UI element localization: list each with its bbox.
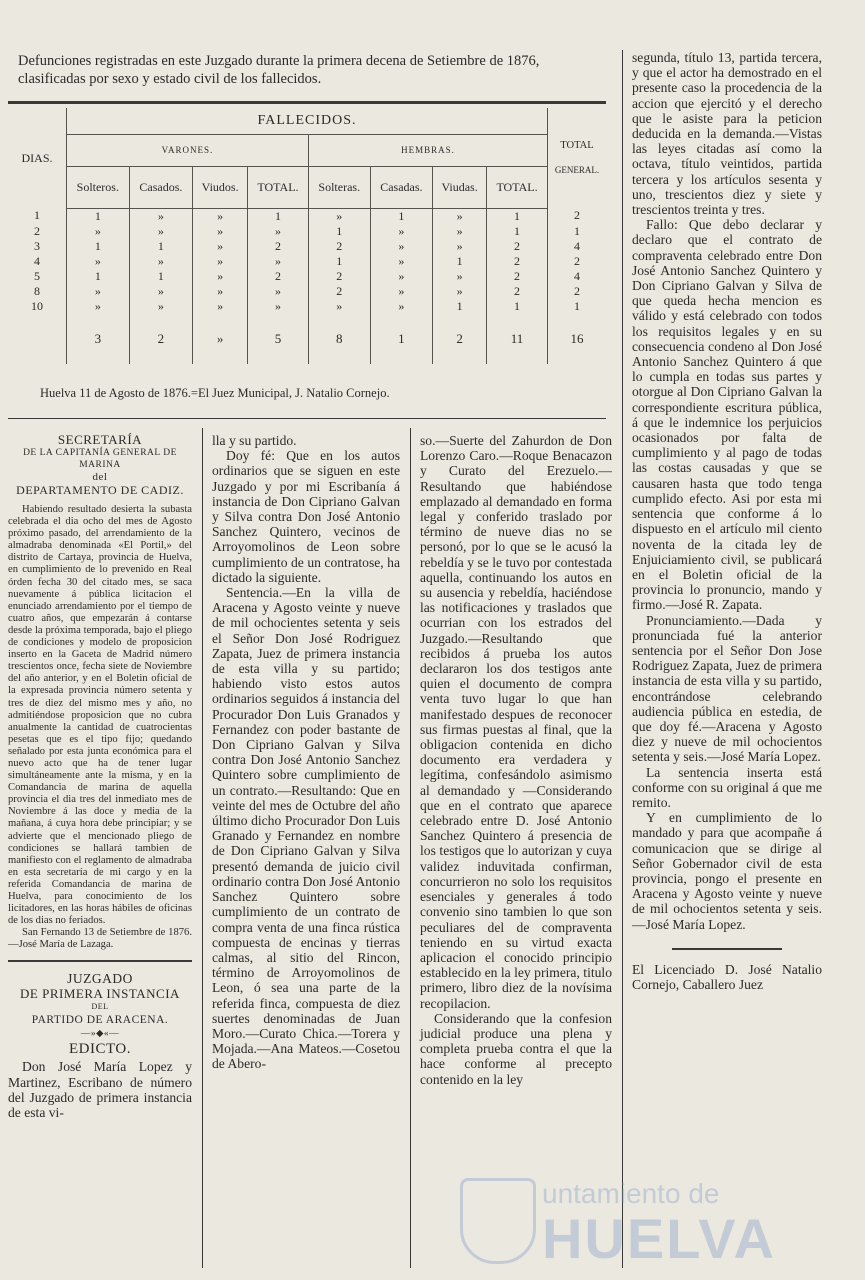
table-cell: » <box>193 299 248 314</box>
right-column <box>632 50 822 992</box>
right-para-licenciado: El Licenciado D. José Natalio Cornejo, Caballero Juez <box>632 961 822 992</box>
table-cell: 2 <box>487 254 548 269</box>
table-cell: 1 <box>487 299 548 314</box>
table-cell: » <box>248 284 309 299</box>
table-cell: 2 <box>487 284 548 299</box>
total-general-line1: TOTAL <box>560 140 594 151</box>
watermark <box>460 1170 790 1270</box>
table-cell: 1 <box>67 208 130 224</box>
separator-1 <box>202 428 203 1268</box>
juzgado-heading: JUZGADO <box>67 971 133 987</box>
table-cell: » <box>433 224 487 239</box>
total-cell: 8 <box>308 314 370 364</box>
table-cell: » <box>129 284 193 299</box>
right-rule-wrap <box>632 932 822 962</box>
col3-para-considerando: Considerando que la confesion judicial produce una plena y completa prueba contra el que la hace conforme al precepto contenido en la ley <box>420 1010 612 1087</box>
table-cell: » <box>67 299 130 314</box>
table-bottom-rule <box>8 418 606 419</box>
edicto-body: Don José María Lopez y Martinez, Escribano de número del Juzgado de primera instancia de esta vi- <box>8 1059 192 1121</box>
table-cell: » <box>193 284 248 299</box>
table-cell: 1 <box>548 299 607 314</box>
table-cell: » <box>193 254 248 269</box>
table-cell: 1 <box>67 239 130 254</box>
right-para-cumplimiento: Y en cumplimiento de lo mandado y para que acompañe á comunicacion que se dirige al Señor Gobernador civil de esta provincia, pongo el presente en Aracena y Agosto veinte y nueve de mil ochocientos setenta y seis.—José María Lopez. <box>632 810 822 932</box>
subasta-signature: San Fernando 13 de Setiembre de 1876.—José María de Lazaga. <box>8 927 192 951</box>
col-casadas: Casadas. <box>370 166 433 208</box>
total-cell: 11 <box>487 314 548 364</box>
right-para-1: segunda, título 13, partida tercera, y que el actor ha demostrado en el presente caso la procedencia de la accion que ejercitó y el derecho que le asiste para la peticion deducida en la demanda.—Vistas las leyes citadas así como la octava, título veintidos, partida tercera y los artículos sesenta y uno, trescientos diez y siete y trescientos treinta y tres. <box>632 50 822 218</box>
table-cell: 2 <box>34 223 40 238</box>
total-cell: 2 <box>129 314 193 364</box>
table-row <box>8 254 606 269</box>
table-cell: 1 <box>34 208 40 223</box>
right-para-conforme: La sentencia inserta está conforme con su original á que me remito. <box>632 764 822 810</box>
dias-header: DIAS. <box>21 150 53 165</box>
table-body <box>8 208 606 314</box>
table-cell: 2 <box>248 239 309 254</box>
table-cell: 2 <box>308 239 370 254</box>
table-cell: 10 <box>31 298 43 313</box>
col2-para-1: lla y su partido. <box>212 433 297 448</box>
total-cell: 16 <box>548 314 607 364</box>
table-cell: 4 <box>548 269 607 284</box>
table-cell: » <box>433 284 487 299</box>
table-title-line-2: clasificadas por sexo y estado civil de los fallecidos. <box>18 71 322 87</box>
table-cell: 2 <box>248 269 309 284</box>
total-cell: 3 <box>67 314 130 364</box>
table-row <box>8 269 606 284</box>
column-2 <box>212 433 400 1072</box>
table-cell: 1 <box>308 254 370 269</box>
table-cell: 1 <box>67 269 130 284</box>
right-para-pronunciamiento: Pronunciamiento.—Dada y pronunciada fué la anterior sentencia por el Señor Don Jose Rodriguez Zapata, Juez de primera instancia de esta villa y su partido, encontrándose celebrando audiencia pública en estedia, de que doy fé.—Aracena y Agosto diez y nueve de mil ochocientos setenta y seis.—José María Lopez. <box>632 612 822 765</box>
table-cell: » <box>67 224 130 239</box>
table-cell: » <box>67 254 130 269</box>
table-cell: 1 <box>487 208 548 224</box>
table-cell: » <box>248 224 309 239</box>
table-cell: 1 <box>129 239 193 254</box>
table-row <box>8 224 606 239</box>
hembras-header: HEMBRAS. <box>308 134 547 166</box>
ornament: —»◆«— <box>80 1029 120 1040</box>
column-3 <box>420 433 612 1087</box>
secretaria-heading: SECRETARÍA <box>57 432 143 447</box>
table-cell: » <box>308 299 370 314</box>
primera-instancia-heading: DE PRIMERA INSTANCIA <box>20 986 180 1002</box>
watermark-shield-icon <box>460 1178 536 1264</box>
table-title-line-1: Defunciones registradas en este Juzgado durante la primera decena de Setiembre de 1876, <box>18 53 540 69</box>
juzgado-del: DEL <box>91 1002 109 1012</box>
col2-para-sentencia: Sentencia.—En la villa de Aracena y Agosto veinte y nueve de mil ochocientes setenta y seis el Señor Don José Rodriguez Zapata, Juez de primera instancia de esta villa y su partido; habiendo visto estos autos ordinarios seguidos á instancia del Procurador Don Luis Granados y Fernandez con poder bastante de Don Cipriano Galvan y Silva contra Don José Antonio Sanchez Quintero sobre cumplimiento de un contrato.—Resultando: Que en veinte del mes de Octubre del año último dicho Procurador Don Luis Granado y Fernandez en nombre de Don Cipriano Galvan y Silva presentó demanda de juicio civil ordinario contra Don José Antonio Sanchez Quintero sobre cumplimiento de un contrato de compra venta de una finca rústica compuesta de encinas y tierras calmas, al sitio del Rincon, término de Arroyomolinos de Leon, ó sea una parte de la referida finca, compuesta de diez suertes denominadas de Juan Moro.—Curato Chica.—Torera y Mojada.—Ana Mateos.—Cosetou de Abero- <box>212 585 401 1072</box>
right-rule <box>672 948 782 950</box>
col-casados: Casados. <box>129 166 193 208</box>
edicto-heading: EDICTO. <box>69 1041 131 1058</box>
table-cell: 1 <box>487 224 548 239</box>
total-general-line2: GENERAL. <box>554 165 600 175</box>
totals-row <box>8 314 606 364</box>
table-row <box>8 284 606 299</box>
watermark-text-2: HUELVA <box>542 1207 776 1270</box>
subasta-body: Habiendo resultado desierta la subasta celebrada el dia ocho del mes de Agosto próximo pasado, del arrendamiento de la almadraba denominada «El Portil,» del distrito de Cartaya, provincia de Huelva, en cumplimiento de lo prevenido en Real órden fecha 30 del citado mes, se saca nuevamente á pública licitacion el enunciado arrendamiento por el tiempo de cuatro años, que empezarán á contarse desde la próxima temporada, bajo el pliego de condiciones y modelo de proposicion inserto en la Gaceta de Madrid número trescientos once, fecha siete de Noviembre del año anterior, y en el Boletin oficial de la expresada provincia número setenta y tres de diez del mismo mes y año, no admitiéndose proposicion que no cubra anualmente la cantidad de cuatrocientas pesetas que es el tipo fijo; quedando señalado por esta junta económica para el nuevo acto que ha de tener lugar simultáneamente ante la misma, y en la Comandancia de marina de aquella provincia el dia tres del inmediato mes de Noviembre á las doce y media de la mañana, á cuya hora debe principiar; y se advierte que el mencionado pliego de condiciones se hallará tambien de manifiesto con el reglamento de almadraba en esta secretaría de mi cargo y en la referida Comandancia de marina de Huelva, para conocimiento de los licitadores, en las horas hábiles de oficinas de los dias no feriados. <box>8 504 192 927</box>
table-cell: 5 <box>34 268 40 283</box>
col1-rule <box>8 960 192 962</box>
table-cell: » <box>370 224 433 239</box>
table-cell: » <box>308 208 370 224</box>
table-cell: » <box>433 239 487 254</box>
table-top-rule <box>8 101 606 104</box>
separator-3 <box>622 50 623 1268</box>
table-cell: 1 <box>548 224 607 239</box>
table-cell: 4 <box>34 253 40 268</box>
total-general-header <box>548 108 607 208</box>
table-cell: 1 <box>129 269 193 284</box>
total-cell: » <box>193 314 248 364</box>
departamento-heading: DEPARTAMENTO DE CADIZ. <box>16 483 184 497</box>
table-cell: 2 <box>308 269 370 284</box>
table-row <box>8 239 606 254</box>
table-cell: 2 <box>487 239 548 254</box>
total-cell <box>8 314 67 364</box>
table-cell: 3 <box>34 238 40 253</box>
table-cell: 4 <box>548 239 607 254</box>
table-cell: » <box>370 239 433 254</box>
varones-header: VARONES. <box>67 134 309 166</box>
table-cell: » <box>248 254 309 269</box>
table-cell: 2 <box>308 284 370 299</box>
table-cell: » <box>129 208 193 224</box>
table-cell: » <box>433 208 487 224</box>
col-total-h: TOTAL. <box>487 166 548 208</box>
col-total-v: TOTAL. <box>248 166 309 208</box>
table-cell: 2 <box>548 208 607 224</box>
table-cell: » <box>248 299 309 314</box>
total-cell: 5 <box>248 314 309 364</box>
col-viudos: Viudos. <box>193 166 248 208</box>
table-cell: » <box>370 269 433 284</box>
table-title <box>18 52 608 88</box>
separator-2 <box>410 428 411 1268</box>
table-cell: 1 <box>248 208 309 224</box>
table-cell: 1 <box>308 224 370 239</box>
table-cell: » <box>129 224 193 239</box>
total-cell: 2 <box>433 314 487 364</box>
table-cell: » <box>193 269 248 284</box>
col2-para-doyfe: Doy fé: Que en los autos ordinarios que se siguen en este Juzgado y por mi Escribanía á instancia de Don Cipriano Galvan y Silva contra Don José Antonio Sanchez Quintero, vecinos de Arroyomolinos de Leon sobre cumplimiento de un contratose, ha dictado la siguiente. <box>212 448 400 585</box>
col-viudas: Viudas. <box>433 166 487 208</box>
total-cell: 1 <box>370 314 433 364</box>
col3-para-1: so.—Suerte del Zahurdon de Don Lorenzo Caro.—Roque Benacazon y Curato del Erezuelo.—Resultando que habiéndose emplazado al demandado en forma legal y conferido traslado por término de nueve dias no se personó, por lo que se le acusó la rebeldía y se le tuvo por contestada aquella, continuando los autos en su ausencia y rebeldía, haciéndose las notificaciones y traslados que ocurrian con los estrados del Juzgado.—Resultando que recibidos á prueba los autos declararon los dos testigos ante quien el documento de compra venta tuvo lugar lo que han manifestado despues de reconocer sus firmas puestas al final, que la obligacion contenida en dicho documento era verdadera y legítima, confesándolo asimismo al demandado y —Considerando que en el contrato que aparece celebrado entre D. José Antonio Sanchez Quintero á presencia de los testigos que lo autorizan y cuya validez induvitada confirman, concurrieron no solo los requisitos esenciales y generales á todo convenio sino tambien lo que son peculiares del de compraventa teniendo en su virtud exacta aplicacion el conocido principio establecido en la ley primera, titulo primero, libro diez de la novísima recopilacion. <box>420 433 612 1011</box>
table-cell: » <box>193 224 248 239</box>
table-cell: » <box>370 299 433 314</box>
table-row <box>8 299 606 314</box>
col1-rule-wrap <box>8 951 192 971</box>
partido-heading: PARTIDO DE ARACENA. <box>31 1014 169 1027</box>
table-cell: 1 <box>433 254 487 269</box>
table-cell: 2 <box>548 254 607 269</box>
table-cell: 1 <box>433 299 487 314</box>
watermark-text-1: untamiento de <box>542 1178 720 1209</box>
table-caption: Huelva 11 de Agosto de 1876.=El Juez Municipal, J. Natalio Cornejo. <box>40 386 390 400</box>
table-cell: » <box>129 254 193 269</box>
secretaria-del: del <box>92 471 108 483</box>
secretaria-subheading: DE LA CAPITANÍA GENERAL DE MARINA <box>23 448 177 470</box>
table-cell: 2 <box>548 284 607 299</box>
table-cell: » <box>193 208 248 224</box>
column-1 <box>8 432 192 1120</box>
col-solteras: Solteras. <box>308 166 370 208</box>
table-cell: » <box>370 254 433 269</box>
col-solteros: Solteros. <box>67 166 130 208</box>
table-cell: » <box>67 284 130 299</box>
table-cell: » <box>193 239 248 254</box>
table-cell: 1 <box>370 208 433 224</box>
fallecidos-header: FALLECIDOS. <box>67 108 548 134</box>
table-cell: 8 <box>34 283 40 298</box>
table-cell: » <box>370 284 433 299</box>
right-para-fallo: Fallo: Que debo declarar y declaro que el contrato de compraventa celebrado entre Don José Antonio Sanchez Quintero y Don Cipriano Galvan y Silva de que queda hecha mencion es válido y está celebrado con todos los requisitos legales y en su consecuencia condeno al Don José Antonio Sanchez Quintero á que lo cumpla en todas sus partes y otorgue al Don Cipriano Galvan la correspondiente escritura pública, á que le indemnice los perjuicios ocasionados por falta de cumplimiento y al pago de todas las costas causadas y que se causaren hasta que todo tenga cumplido efecto. Asi por esta mi sentencia que conforme á lo dispuesto en el artículo mil ciento noventa de la citada ley de Enjuiciamiento civil, se publicará en el Boletin oficial de la provincia lo pronuncio, mando y firmo.—José R. Zapata. <box>632 217 822 613</box>
table-cell: » <box>433 269 487 284</box>
table-cell: 2 <box>487 269 548 284</box>
table-cell: » <box>129 299 193 314</box>
table-row <box>8 208 606 224</box>
deaths-table <box>8 108 606 364</box>
